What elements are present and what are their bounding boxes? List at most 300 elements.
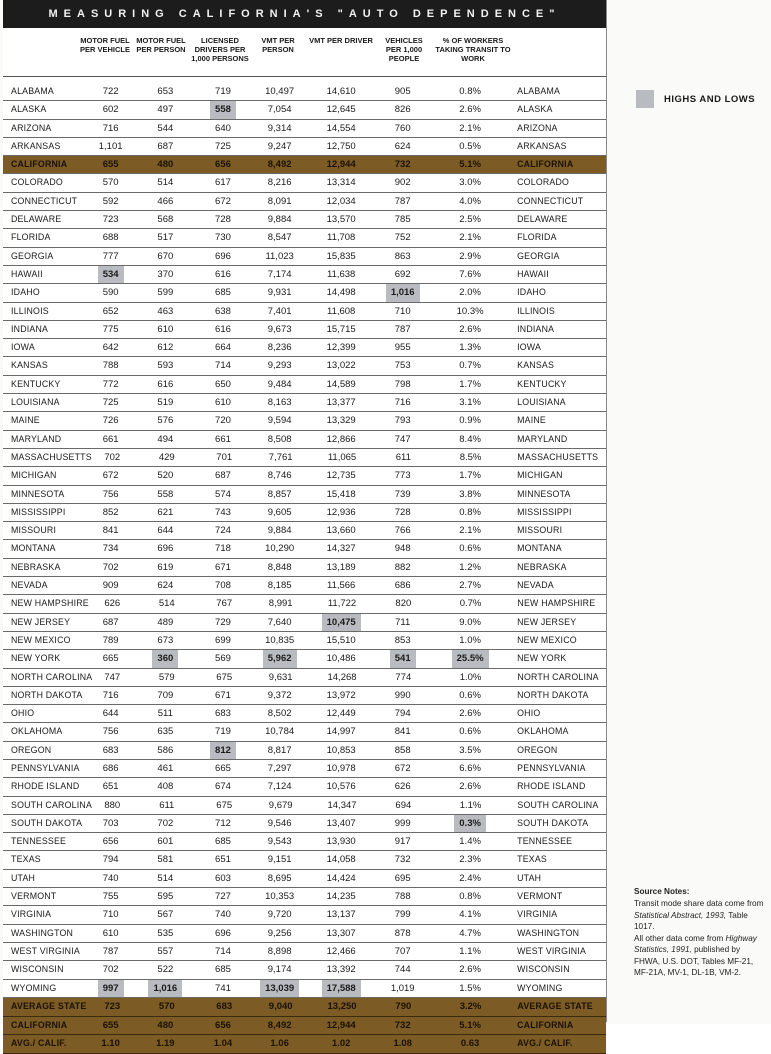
value: 720 (215, 415, 231, 427)
value: 685 (215, 836, 231, 848)
value: 1,101 (98, 140, 123, 152)
value: 12,466 (326, 945, 356, 957)
value: 694 (395, 799, 412, 811)
cell-motor-fuel-per-vehicle (83, 248, 138, 265)
cell-vehicles-per-1000 (376, 614, 429, 631)
value: 520 (157, 470, 174, 482)
cell-motor-fuel-per-vehicle (83, 156, 138, 173)
value: 610 (215, 397, 231, 409)
cell-motor-fuel-per-person (138, 577, 193, 594)
cell-vmt-per-person (253, 559, 306, 576)
value: 12,399 (326, 342, 356, 354)
value: 14,554 (326, 122, 356, 134)
state-name-right: NEW YORK (517, 653, 567, 664)
value: 7,174 (267, 268, 292, 280)
value: 9,884 (267, 525, 292, 537)
value: 8,991 (268, 598, 293, 610)
header-state (3, 28, 77, 76)
cell-vmt-per-driver (306, 650, 376, 667)
value: 785 (394, 214, 411, 226)
cell-vmt-per-driver (306, 303, 376, 320)
cell-vmt-per-person (253, 394, 306, 411)
value: 702 (102, 561, 119, 573)
state-name-right: ALABAMA (517, 86, 561, 96)
value: 703 (102, 817, 119, 829)
value: 576 (157, 415, 174, 427)
table-row (3, 559, 606, 577)
cell-vmt-per-driver (306, 284, 376, 301)
value: 0.7% (459, 598, 482, 610)
cell-vehicles-per-1000 (376, 83, 429, 100)
table-row (3, 650, 606, 668)
state-name-right: NEVADA (517, 580, 554, 591)
cell-transit-share (429, 943, 511, 960)
value: 574 (215, 488, 231, 500)
cell-vmt-per-driver (306, 906, 376, 923)
cell-vmt-per-person (253, 833, 306, 850)
cell-motor-fuel-per-person (138, 83, 193, 100)
cell-vehicles-per-1000 (376, 101, 429, 118)
state-name-right: VERMONT (517, 891, 563, 902)
value: 7,640 (267, 616, 292, 628)
cell-vehicles-per-1000 (376, 723, 429, 740)
value: 579 (158, 671, 175, 683)
value: 656 (102, 836, 119, 848)
cell-motor-fuel-per-person (138, 376, 193, 393)
cell-transit-share (430, 449, 512, 466)
state-name: MAINE (11, 415, 40, 426)
cell-vehicles-per-1000 (376, 431, 429, 448)
cell-vmt-per-driver (306, 925, 376, 942)
value: 2.6% (459, 323, 481, 335)
cell-vmt-per-driver (306, 357, 376, 374)
value: 15,835 (326, 250, 356, 262)
value: 9.0% (459, 616, 481, 628)
value: 9,673 (267, 323, 292, 335)
table-row (3, 303, 606, 321)
cell-transit-share (429, 925, 511, 942)
cell-motor-fuel-per-person (138, 504, 193, 521)
cell-licensed-drivers (193, 467, 254, 484)
value: 9,931 (267, 287, 292, 299)
cell-vmt-per-driver (307, 998, 377, 1016)
cell-motor-fuel-per-person (138, 778, 193, 795)
value: 10,835 (265, 634, 295, 646)
cell-vmt-per-person (253, 248, 306, 265)
state-name-right: IOWA (517, 342, 542, 353)
cell-vmt-per-person (253, 229, 306, 246)
state-name: NEBRASKA (11, 561, 61, 572)
table-row (3, 925, 606, 943)
value: 683 (102, 744, 119, 756)
value: 2.7% (459, 580, 481, 592)
state-name-right: MAINE (517, 415, 546, 426)
cell-transit-share (429, 614, 511, 631)
value: 370 (157, 268, 174, 280)
value: 13,570 (326, 214, 356, 226)
value: 708 (215, 580, 231, 592)
value: 522 (157, 964, 174, 976)
value: 616 (157, 378, 174, 390)
value: 902 (394, 177, 411, 189)
cell-vmt-per-person (253, 303, 306, 320)
cell-transit-share (429, 870, 511, 887)
value: 8,695 (267, 872, 292, 884)
cell-licensed-drivers (193, 888, 254, 905)
value: 948 (394, 543, 411, 555)
cell-licensed-drivers (193, 193, 254, 210)
cell-motor-fuel-per-vehicle (83, 723, 138, 740)
value: 701 (216, 451, 233, 463)
table-row (3, 431, 606, 449)
cell-vehicles-per-1000 (376, 980, 429, 997)
cell-motor-fuel-per-person (138, 906, 193, 923)
state-name: KENTUCKY (11, 378, 61, 389)
cell-motor-fuel-per-vehicle (83, 193, 138, 210)
source-notes-title: Source Notes: (634, 887, 690, 896)
cell-vehicles-per-1000 (376, 156, 429, 173)
value: 11,608 (326, 305, 356, 317)
value: 756 (102, 726, 119, 738)
cell-motor-fuel-per-vehicle (83, 522, 138, 539)
cell-vehicles-per-1000 (376, 486, 429, 503)
value: 9,484 (267, 378, 292, 390)
value: 10,853 (326, 744, 356, 756)
header-state-right (515, 28, 606, 76)
cell-motor-fuel-per-person (138, 650, 193, 667)
value: 611 (395, 451, 411, 463)
value: 8,091 (267, 195, 292, 207)
source-notes (634, 886, 768, 979)
state-name-right: MINNESOTA (517, 488, 571, 499)
cell-vmt-per-driver (306, 211, 376, 228)
value: 685 (215, 964, 231, 976)
cell-vehicles-per-1000 (376, 540, 429, 557)
value: 494 (157, 433, 174, 445)
cell-transit-share (429, 156, 511, 173)
cell-vmt-per-driver (306, 394, 376, 411)
value: 511 (157, 708, 173, 720)
cell-motor-fuel-per-vehicle (83, 961, 138, 978)
table-row (3, 797, 606, 815)
value: 1.3% (459, 342, 481, 354)
cell-motor-fuel-per-vehicle (83, 742, 138, 759)
state-name: ILLINOIS (11, 305, 49, 316)
value: 692 (394, 268, 411, 280)
value: 655 (102, 1019, 119, 1031)
cell-motor-fuel-per-person (138, 1017, 193, 1035)
table-row (3, 595, 606, 613)
value: 741 (215, 982, 231, 994)
table-row (3, 980, 606, 998)
value: 716 (394, 397, 411, 409)
state-name: GEORGIA (11, 250, 54, 261)
cell-motor-fuel-per-person (138, 540, 193, 557)
state-name: NEW HAMPSHIRE (11, 598, 89, 609)
value: 747 (104, 671, 121, 683)
cell-vmt-per-driver (306, 870, 376, 887)
cell-motor-fuel-per-person (138, 412, 193, 429)
table-row (3, 632, 606, 650)
cell-motor-fuel-per-person (138, 632, 193, 649)
value: 13,189 (326, 561, 356, 573)
cell-vehicles-per-1000 (376, 1017, 429, 1035)
cell-vmt-per-driver (306, 339, 376, 356)
cell-transit-share (429, 303, 511, 320)
cell-vehicles-per-1000 (376, 394, 429, 411)
value: 656 (215, 1019, 231, 1031)
value: 955 (394, 342, 411, 354)
value: 2.6% (459, 964, 481, 976)
cell-transit-share (429, 833, 511, 850)
value: 1.06 (270, 1038, 289, 1050)
cell-vmt-per-driver (306, 229, 376, 246)
cell-vmt-per-driver (306, 266, 376, 283)
cell-motor-fuel-per-vehicle (83, 815, 138, 832)
cell-vehicles-per-1000 (376, 303, 429, 320)
value: 0.6% (459, 543, 481, 555)
cell-motor-fuel-per-person (138, 303, 193, 320)
value: 8,898 (267, 945, 292, 957)
state-name: OKLAHOMA (11, 726, 63, 737)
state-name-right: ARIZONA (517, 122, 558, 133)
highlighted-value: 1,016 (148, 980, 182, 997)
value: 853 (394, 634, 411, 646)
cell-vmt-per-driver (306, 174, 376, 191)
value: 624 (394, 140, 411, 152)
table-row (3, 174, 606, 192)
cell-licensed-drivers (193, 101, 254, 118)
cell-transit-share (429, 778, 511, 795)
cell-motor-fuel-per-vehicle (83, 925, 138, 942)
cell-transit-share (429, 540, 511, 557)
cell-vmt-per-person (253, 687, 306, 704)
value: 8,163 (267, 397, 292, 409)
state-name: NORTH DAKOTA (11, 689, 83, 700)
cell-licensed-drivers (193, 229, 254, 246)
cell-motor-fuel-per-vehicle (83, 431, 138, 448)
cell-vehicles-per-1000 (377, 669, 430, 686)
value: 619 (157, 561, 174, 573)
value: 10,486 (326, 653, 356, 665)
state-name-right: MISSOURI (517, 525, 563, 536)
value: 683 (215, 708, 231, 720)
value: 602 (102, 104, 119, 116)
value: 10,978 (326, 762, 356, 774)
value: 4.1% (459, 909, 481, 921)
cell-motor-fuel-per-person (138, 723, 193, 740)
cell-vmt-per-person (253, 1035, 306, 1053)
cell-vehicles-per-1000 (377, 595, 430, 612)
cell-motor-fuel-per-vehicle (85, 449, 140, 466)
cell-vmt-per-person (253, 888, 306, 905)
cell-transit-share (430, 797, 512, 814)
cell-vmt-per-person (253, 120, 306, 137)
value: 702 (104, 451, 121, 463)
table-row (3, 851, 606, 869)
cell-vmt-per-driver (306, 577, 376, 594)
table-row (3, 412, 606, 430)
cell-transit-share (429, 193, 511, 210)
cell-transit-share (429, 577, 511, 594)
cell-licensed-drivers (193, 723, 254, 740)
value: 752 (394, 232, 411, 244)
value: 15,715 (326, 323, 356, 335)
value: 626 (394, 781, 411, 793)
table-row (3, 687, 606, 705)
cell-motor-fuel-per-vehicle (83, 357, 138, 374)
cell-licensed-drivers (193, 248, 254, 265)
cell-transit-share (429, 486, 511, 503)
table-row (3, 120, 606, 138)
value: 2.3% (459, 854, 481, 866)
cell-vmt-per-driver (306, 760, 376, 777)
value: 14,268 (327, 671, 357, 683)
highlighted-value: 541 (390, 650, 416, 667)
value: 841 (394, 726, 411, 738)
state-name-right: TEXAS (517, 854, 547, 865)
table-row (3, 449, 606, 467)
value: 489 (157, 616, 174, 628)
cell-motor-fuel-per-person (138, 559, 193, 576)
value: 793 (394, 415, 411, 427)
cell-transit-share (429, 357, 511, 374)
value: 14,235 (326, 891, 356, 903)
value: 10,576 (326, 781, 356, 793)
highlighted-value: 558 (210, 101, 236, 118)
value: 0.7% (459, 360, 481, 372)
value: 11,065 (327, 451, 357, 463)
value: 626 (104, 598, 121, 610)
state-name: SOUTH DAKOTA (11, 817, 83, 828)
state-name: WEST VIRGINIA (11, 945, 80, 956)
value: 696 (215, 927, 231, 939)
value: 0.5% (459, 140, 481, 152)
cell-vehicles-per-1000 (376, 1035, 429, 1053)
value: 497 (157, 104, 174, 116)
cell-motor-fuel-per-vehicle (83, 83, 138, 100)
state-name-right: COLORADO (517, 177, 570, 188)
value: 687 (102, 616, 119, 628)
cell-motor-fuel-per-person (140, 797, 195, 814)
state-name-right: MONTANA (517, 543, 562, 554)
table-row (3, 211, 606, 229)
highlighted-value: 25.5% (452, 650, 489, 667)
table-row (3, 376, 606, 394)
value: 732 (394, 159, 411, 171)
cell-vmt-per-driver (306, 687, 376, 704)
value: 12,866 (326, 433, 356, 445)
cell-vmt-per-person (253, 321, 306, 338)
legend-label: HIGHS AND LOWS (664, 93, 756, 105)
cell-motor-fuel-per-vehicle (85, 797, 140, 814)
value: 728 (394, 506, 411, 518)
value: 14,058 (326, 854, 356, 866)
state-name-right: ILLINOIS (517, 305, 555, 316)
cell-licensed-drivers (193, 687, 254, 704)
cell-transit-share (429, 412, 511, 429)
table-row (3, 961, 606, 979)
cell-motor-fuel-per-vehicle (83, 687, 138, 704)
value: 718 (215, 543, 231, 555)
state-name: IDAHO (11, 287, 40, 298)
highlighted-value: 17,588 (322, 980, 361, 997)
value: 685 (215, 287, 231, 299)
note-text: published by FHWA, U.S. DOT, Tables MF-21, MF-21A, MV-1, DL-1B, VM-2. (634, 945, 754, 978)
table-row (3, 522, 606, 540)
state-name: MASSACHUSETTS (11, 451, 92, 462)
state-name-right: CALIFORNIA (517, 159, 574, 170)
state-name-right: SOUTH DAKOTA (517, 817, 589, 828)
cell-vmt-per-person (253, 851, 306, 868)
cell-vehicles-per-1000 (376, 120, 429, 137)
table-row (3, 906, 606, 924)
cell-vmt-per-person (253, 925, 306, 942)
state-name: IOWA (11, 342, 35, 353)
cell-licensed-drivers (194, 797, 254, 814)
value: 570 (102, 177, 119, 189)
value: 1,019 (390, 982, 415, 994)
value: 13,972 (326, 689, 356, 701)
value: 661 (102, 433, 119, 445)
summary-row (3, 1017, 606, 1036)
legend (636, 90, 755, 108)
value: 687 (157, 140, 174, 152)
state-name-right: DELAWARE (517, 214, 568, 225)
value: 9,040 (268, 1000, 293, 1012)
state-name-right: MISSISSIPPI (517, 506, 572, 517)
value: 638 (215, 305, 231, 317)
state-name-right: WASHINGTON (517, 927, 580, 938)
state-name-right: NORTH DAKOTA (517, 689, 589, 700)
highlighted-value: 360 (152, 650, 178, 667)
cell-vmt-per-person (253, 742, 306, 759)
value: 1.02 (331, 1038, 351, 1050)
value: 1.0% (459, 671, 482, 683)
cell-transit-share (429, 705, 511, 722)
highlighted-value: 997 (98, 980, 124, 997)
cell-motor-fuel-per-person (138, 888, 193, 905)
state-name-right: SOUTH CAROLINA (517, 799, 599, 810)
table-row (3, 284, 606, 302)
value: 7,401 (267, 305, 292, 317)
value: 12,034 (326, 195, 356, 207)
value: 519 (157, 397, 174, 409)
table-row (3, 760, 606, 778)
cell-vmt-per-driver (307, 797, 377, 814)
value: 1.1% (459, 945, 481, 957)
value: 13,329 (326, 415, 356, 427)
state-name: MISSOURI (11, 525, 57, 536)
table-title: MEASURING CALIFORNIA'S "AUTO DEPENDENCE" (3, 0, 606, 28)
table-row (3, 486, 606, 504)
value: 712 (215, 817, 231, 829)
cell-motor-fuel-per-vehicle (83, 760, 138, 777)
state-name: MONTANA (11, 543, 56, 554)
cell-motor-fuel-per-person (140, 449, 195, 466)
state-name: COLORADO (11, 177, 63, 188)
cell-motor-fuel-per-vehicle (85, 595, 140, 612)
value: 702 (102, 964, 119, 976)
state-name: HAWAII (11, 268, 43, 279)
state-name-right: UTAH (517, 872, 542, 883)
value: 1.10 (101, 1038, 120, 1050)
value: 2.6% (459, 781, 481, 793)
value: 13,250 (327, 1000, 357, 1012)
header-vmt-per-driver: VMT PER DRIVER (309, 36, 373, 45)
cell-vehicles-per-1000 (376, 961, 429, 978)
state-name-right: OREGON (517, 744, 558, 755)
